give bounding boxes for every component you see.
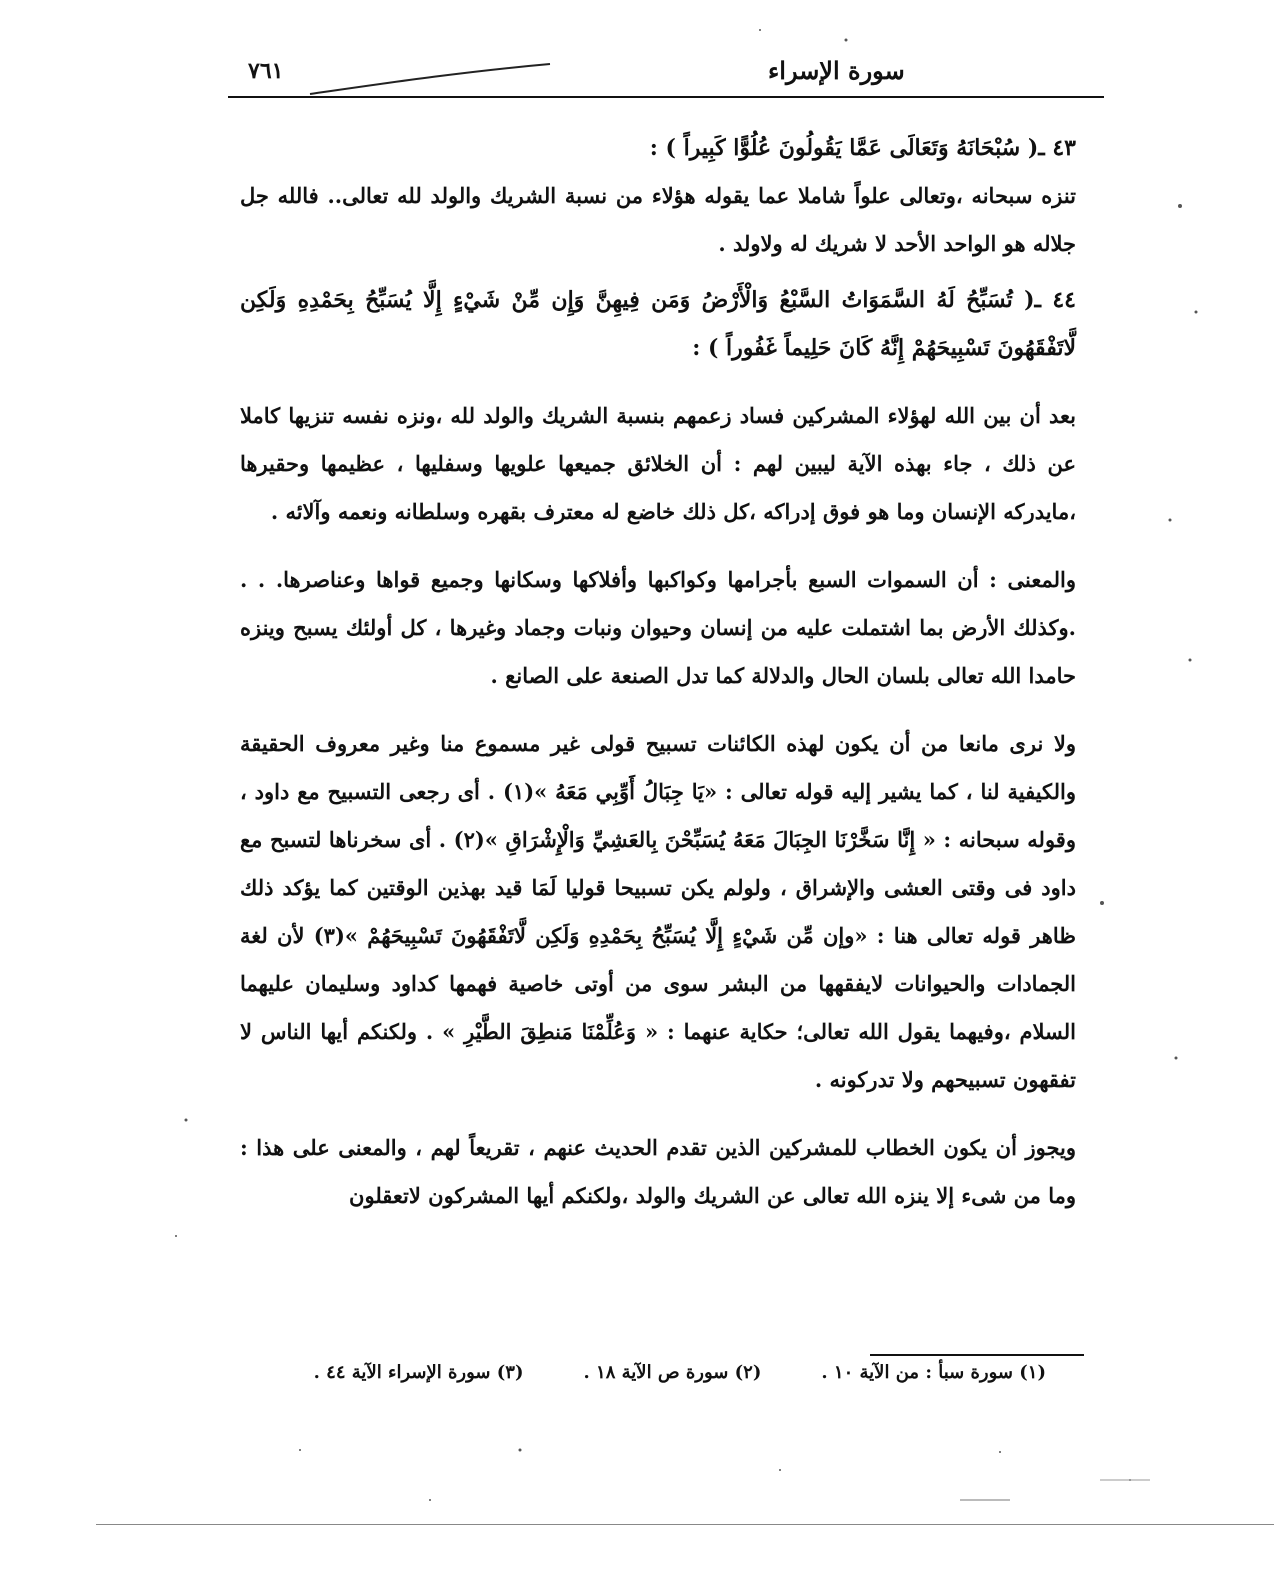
paragraph-3: والمعنى : أن السموات السبع بأجرامها وكواكبها وأفلاكها وسكانها وجميع قواها وعناصرها. . . .وكذلك الأرض بما اشتملت عليه من إنسان وحيوان ونبات وجماد وغيرها ، كل أولئك يسبح وينزه حامدا الله تعالى بلسان الحال والدلالة كما تدل الصنعة على الصانع . (240, 567, 1076, 688)
paragraph-5: ويجوز أن يكون الخطاب للمشركين الذين تقدم الحديث عنهم ، تقريعاً لهم ، والمعنى على هذا : وما من شىء إلا ينزه الله تعالى عن الشريك والولد ،ولكنكم أيها المشركون لاتعقلون (240, 1135, 1076, 1208)
verse-44: ٤٤ ـ( تُسَبِّحُ لَهُ السَّمَوَاتُ السَّبْعُ وَالْأَرْضُ وَمَن فِيهِنَّ وَإِن مِّنْ شَيْءٍ إِلَّا يُسَبِّحُ بِحَمْدِهِ وَلَكِن لَّاتَفْقَهُونَ تَسْبِيحَهُمْ إِنَّهُ كَانَ حَلِيماً غَفُوراً ) : (240, 287, 1076, 361)
footnote-2: (٢) سورة ص الآية ١٨ . (583, 1362, 762, 1383)
footnote-3: (٣) سورة الإسراء الآية ٤٤ . (313, 1362, 524, 1383)
paragraph-1: تنزه سبحانه ،وتعالى علواً شاملا عما يقوله هؤلاء من نسبة الشريك والولد لله تعالى.. فالله جل جلاله هو الواحد الأحد لا شريك له ولاولد . (240, 183, 1076, 256)
header-rule (228, 96, 1104, 98)
main-text (240, 124, 1076, 1220)
paragraph-2: بعد أن بين الله لهؤلاء المشركين فساد زعمهم بنسبة الشريك والولد لله ،ونزه نفسه تنزيها كاملا عن ذلك ، جاء بهذه الآية ليبين لهم : أن الخلائق جميعها علويها وسفليها ، عظيمها وحقيرها ،مايدركه الإنسان وما هو فوق إدراكه ،كل ذلك خاضع له معترف بقهره وسلطانه ونعمه وآلائه . (240, 403, 1076, 524)
header-ornament (300, 60, 560, 100)
verse-43: ٤٣ ـ( سُبْحَانَهُ وَتَعَالَى عَمَّا يَقُولُونَ عُلُوًّا كَبِيراً ) : (649, 135, 1076, 161)
footnote-rule (870, 1354, 1084, 1356)
scan-edge-line (96, 1524, 1274, 1525)
paragraph-4: ولا نرى مانعا من أن يكون لهذه الكائنات تسبيح قولى غير مسموع منا وغير معروف الحقيقة والكيفية لنا ، كما يشير إليه قوله تعالى : «يَا جِبَالُ أَوِّبِي مَعَهُ »(١) . أى رجعى التسبيح مع داود ، وقوله سبحانه : « إِنَّا سَخَّرْنَا الجِبَالَ مَعَهُ يُسَبِّحْنَ بِالعَشِيِّ وَالْإِشْرَاقِ »(٢) . أى سخرناها لتسبح مع داود فى وقتى العشى والإشراق ، ولولم يكن تسبيحا قوليا لَمَا قيد بهذين الوقتين كما يؤكد ذلك ظاهر قوله تعالى هنا : «وإن مِّن شَيْءٍ إِلَّا يُسَبِّحُ بِحَمْدِهِ وَلَكِن لَّاتَفْقَهُونَ تَسْبِيحَهُمْ »(٣) لأن لغة الجمادات والحيوانات لايفقهها من البشر سوى من أوتى خاصية فهمها كداود وسليمان عليهما السلام ،وفيهما يقول الله تعالى؛ حكاية عنهما : « وَعُلِّمْنَا مَنطِقَ الطَّيْرِ » . ولكنكم أيها الناس لا تفقهون تسبيحهم ولا تدركونه . (240, 731, 1076, 1092)
footnotes (240, 1362, 1046, 1383)
running-title: سورة الإسراء (768, 56, 905, 85)
page-number: ٧٦١ (248, 58, 284, 84)
footnote-1: (١) سورة سبأ : من الآية ١٠ . (821, 1362, 1046, 1383)
